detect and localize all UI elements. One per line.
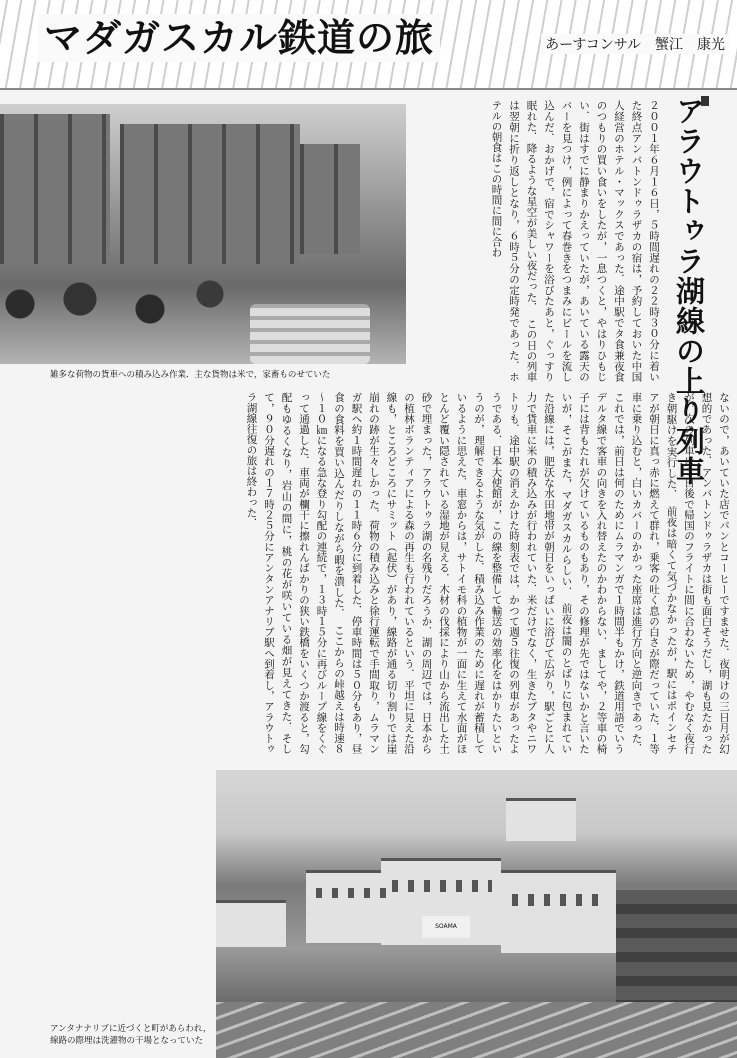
body-text-column: ２００１年６月１６日，５時間遅れの２２時３０分に着いた終点アンバトンドゥラザカの宿は，予約しておいた中国人経営のホテル・マックスであった．途中駅でタ食兼夜食のつもりの買い食いをしたが，一息つくと，やはりひもじい．街はすでに静まりかえっていたが，あいている露天のバーを見つけ，例によって春巻きをつまみにビールを流し込んだ．おかげで，宿でシャワーを浴びたあと，ぐっすり眠れた．降るような星空が美しい夜だった． この日の列車は翌朝に折り返しとなり，６時５分の定時発であった．ホテルの朝食はこの時間に間に合わ — [490, 100, 660, 382]
page-header — [0, 0, 737, 90]
freight-loading-photo — [0, 104, 406, 364]
building — [501, 870, 616, 953]
building — [216, 900, 286, 947]
body-text-column: ないので，あいていた店でパンとコーヒーですませた．夜明けの三日月が幻想的であった．アンバトンドゥラザカは街も面白そうだし，湖も見たかったが，次の列車は３日後で帰国のフライトに間に合わないため，やむなく夜行き朝駆けを実行した． 前夜は暗くて気づかなかったが，駅にはポインセチアが朝日に真っ赤に燃えて群れ，乗客の吐く息の白さが際だっていた．１等車に乗り込むと，白いカバーのかかった座席は進行方向と逆向きであった．これでは，前日は何のためにムラマンガで１時間半もかけ，鉄道用語でいうデルタ線で客車の向きを入れ替えたのかわからない．ましてや，２等車の椅子には背もたれが欠けているものもあり，その修理が先ではないかと言いたいが，そこがまた，マダガスカルらしい． 前夜は闇のとばりに包まれていた沿線には，肥沃な水田地帯が朝日をいっぱいに浴びて広がり，駅ごとに人力で貨車に米の積み込みが行われていた．米だけでなく，生きたブタやニワトリも．途中駅の消えかけた時刻表では，かつて週５往復の列車があったようである．日本大使館が，この線を整備して輸送の効率化をはかりたいというのが，理解できるような気がした．積み込み作業のために遅れが蓄積しているように思えた．車窓からは，サトイモ科の植物が一面に生えて水面がほとんど覆い隠されている湿地が見える．木材の伐採により山から流出した土砂で埋まった，アラウトゥラ湖の名残りだろうか．湖の周辺では，日本からの植林ボランティアによる森の再生も行われているという．平坦に見えた沿線も，ところどころにサミット（起伏）があり，線路が通る切り割りでは崖崩れの跡が生々しかった．荷物の積み込みと徐行運転で手間取り，ムラマンガ駅へ約１時間遅れの１１時６分に到着した．停車時間は５０分もあり，昼食の食料を買い込んだりしながら暇を潰した． ここからの峠越えは時速８～１０㎞になる急な登り勾配の連続で，１３時１５分に再びループ線をくぐって通過した．車両が欄干に擦れんばかりの狭い鉄橋をいくつか渡ると，勾配もゆるくなり，岩山の間に，桃の花が咲いている畑が見えてきた．そして，９０分遅れの１７時２５分にアンタンアナリブ駅へ到着し，アラウトゥラ湖線往復の旅は終わった． — [245, 392, 730, 754]
freight-car — [0, 114, 110, 264]
window-row — [512, 894, 608, 906]
shop-sign: SOAMA — [422, 916, 470, 938]
railway-tracks-laundry — [216, 1002, 737, 1058]
window-row — [392, 880, 492, 892]
town-near-antananarivo-photo — [216, 770, 737, 1058]
freight-car — [300, 144, 360, 254]
photo-caption: 雑多な荷物の貨車への積み込み作業．主な貨物は米で，家畜ものせていた — [50, 370, 331, 380]
freight-car — [120, 124, 300, 264]
photo-caption: アンタナナリブに近づくと町があらわれ，線路の際埋は洗濯物の干場となっていた — [50, 1024, 212, 1046]
header-divider — [0, 88, 737, 90]
rice-sacks — [250, 304, 370, 364]
building — [506, 798, 576, 841]
author-byline: あーすコンサル 蟹江 康光 — [541, 34, 729, 54]
article-title: マダガスカル鉄道の旅 — [38, 14, 440, 62]
window-row — [316, 888, 390, 898]
section-headline: アラウトゥラ湖線の上り列車 — [672, 96, 706, 486]
